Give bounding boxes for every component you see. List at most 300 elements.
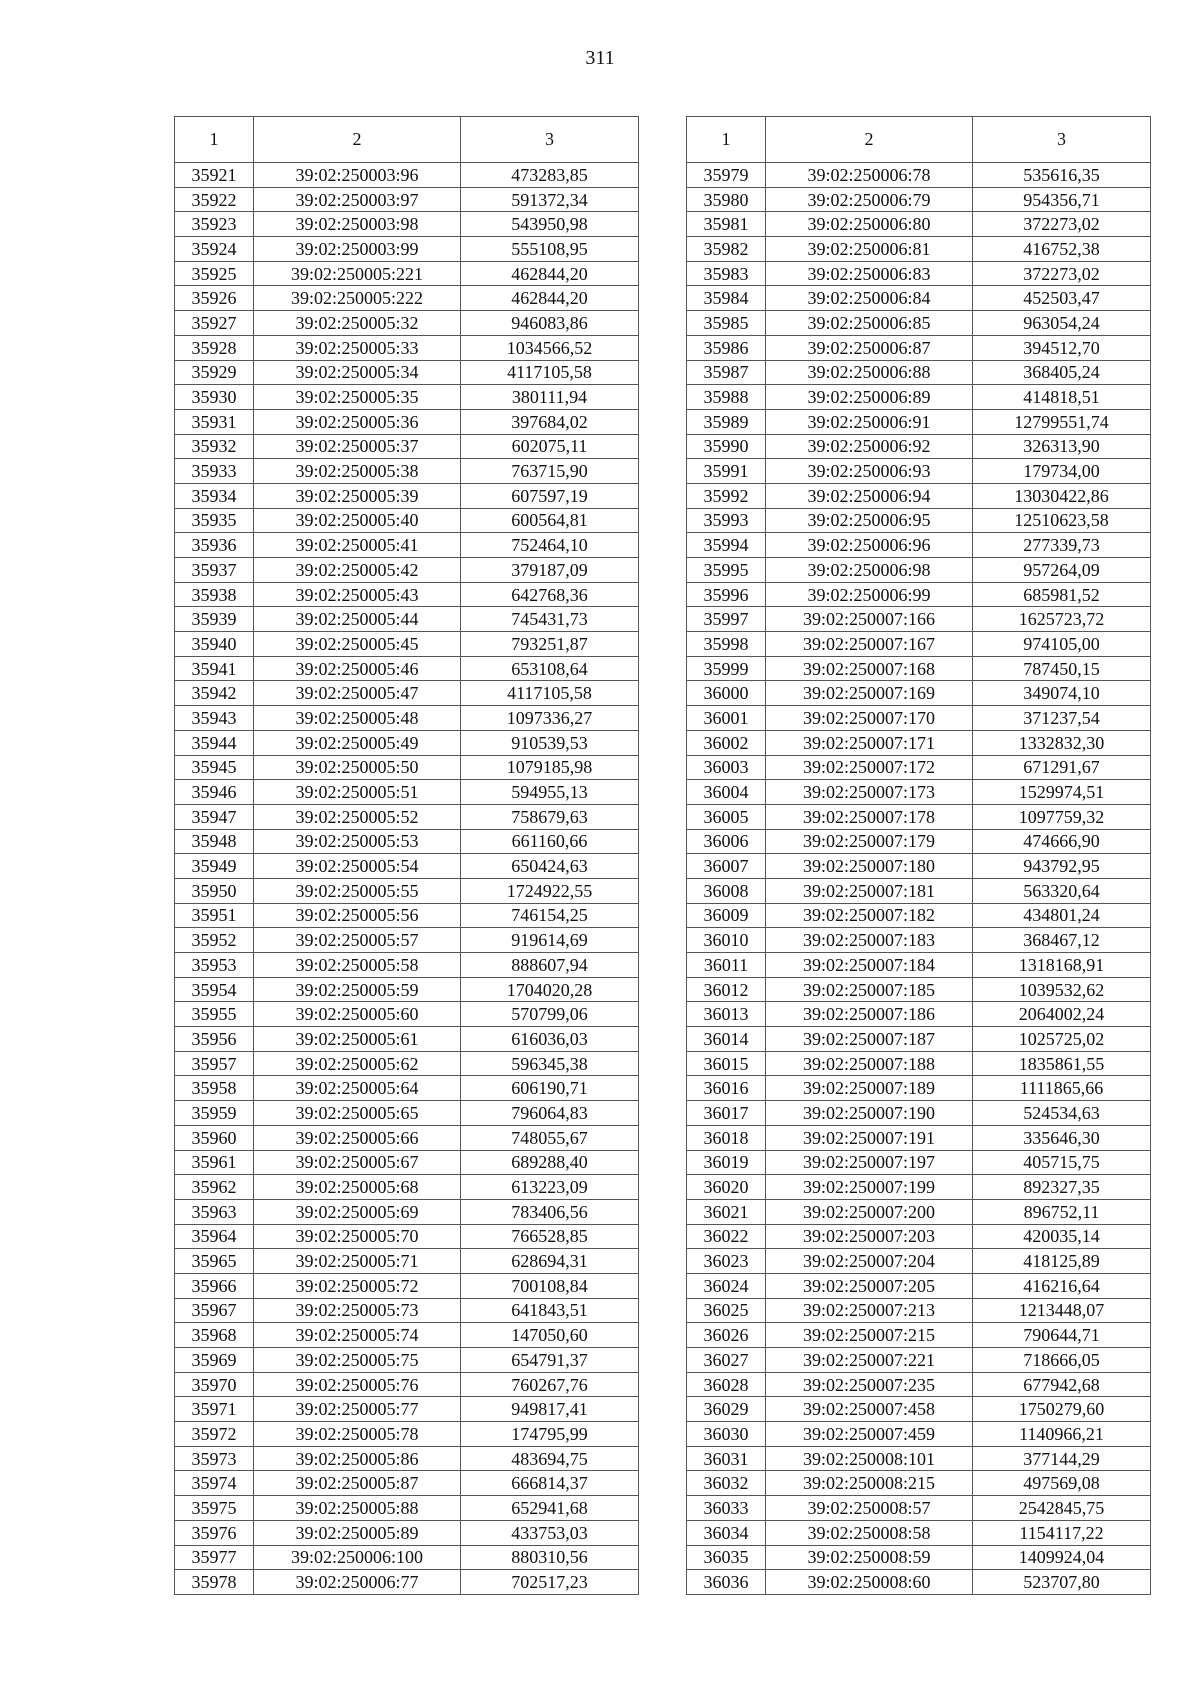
- table-row: [175, 1372, 639, 1397]
- row-number-cell: 35934: [175, 483, 254, 508]
- cadastral-number-cell: 39:02:250005:86: [254, 1446, 461, 1471]
- table-row: [175, 829, 639, 854]
- table-row: [687, 780, 1151, 805]
- value-cell: 13030422,86: [973, 483, 1151, 508]
- register-table-right: [686, 116, 1151, 1595]
- value-cell: 896752,11: [973, 1199, 1151, 1224]
- value-cell: 372273,02: [973, 212, 1151, 237]
- cadastral-number-cell: 39:02:250006:84: [766, 286, 973, 311]
- column-header: 2: [254, 117, 461, 163]
- row-number-cell: 36024: [687, 1273, 766, 1298]
- row-number-cell: 36008: [687, 878, 766, 903]
- table-row: [687, 335, 1151, 360]
- row-number-cell: 35928: [175, 335, 254, 360]
- row-number-cell: 36010: [687, 928, 766, 953]
- table-row: [687, 854, 1151, 879]
- table-row: [687, 1446, 1151, 1471]
- row-number-cell: 35947: [175, 804, 254, 829]
- value-cell: 335646,30: [973, 1125, 1151, 1150]
- row-number-cell: 35944: [175, 730, 254, 755]
- row-number-cell: 36013: [687, 1002, 766, 1027]
- cadastral-number-cell: 39:02:250005:51: [254, 780, 461, 805]
- cadastral-number-cell: 39:02:250008:59: [766, 1545, 973, 1570]
- row-number-cell: 36031: [687, 1446, 766, 1471]
- cadastral-number-cell: 39:02:250003:98: [254, 212, 461, 237]
- cadastral-number-cell: 39:02:250007:197: [766, 1150, 973, 1175]
- row-number-cell: 35942: [175, 681, 254, 706]
- value-cell: 760267,76: [461, 1372, 639, 1397]
- table-row: [175, 483, 639, 508]
- row-number-cell: 36035: [687, 1545, 766, 1570]
- value-cell: 1704020,28: [461, 977, 639, 1002]
- row-number-cell: 36034: [687, 1520, 766, 1545]
- value-cell: 1097759,32: [973, 804, 1151, 829]
- value-cell: 394512,70: [973, 335, 1151, 360]
- row-number-cell: 36011: [687, 953, 766, 978]
- table-row: [175, 409, 639, 434]
- table-row: [687, 878, 1151, 903]
- table-row: [175, 1496, 639, 1521]
- cadastral-number-cell: 39:02:250005:62: [254, 1051, 461, 1076]
- cadastral-number-cell: 39:02:250005:61: [254, 1027, 461, 1052]
- row-number-cell: 35927: [175, 311, 254, 336]
- cadastral-number-cell: 39:02:250006:79: [766, 187, 973, 212]
- cadastral-number-cell: 39:02:250006:88: [766, 360, 973, 385]
- row-number-cell: 35975: [175, 1496, 254, 1521]
- row-number-cell: 35971: [175, 1397, 254, 1422]
- row-number-cell: 35965: [175, 1249, 254, 1274]
- table-row: [687, 409, 1151, 434]
- cadastral-number-cell: 39:02:250006:81: [766, 237, 973, 262]
- value-cell: 380111,94: [461, 385, 639, 410]
- row-number-cell: 35940: [175, 632, 254, 657]
- row-number-cell: 35932: [175, 434, 254, 459]
- table-row: [687, 1471, 1151, 1496]
- value-cell: 702517,23: [461, 1570, 639, 1595]
- table-row: [687, 1027, 1151, 1052]
- column-header: 1: [687, 117, 766, 163]
- table-row: [687, 632, 1151, 657]
- value-cell: 949817,41: [461, 1397, 639, 1422]
- table-row: [175, 1570, 639, 1595]
- row-number-cell: 36009: [687, 903, 766, 928]
- value-cell: 718666,05: [973, 1348, 1151, 1373]
- row-number-cell: 35996: [687, 582, 766, 607]
- value-cell: 1332832,30: [973, 730, 1151, 755]
- table-row: [687, 706, 1151, 731]
- cadastral-number-cell: 39:02:250005:71: [254, 1249, 461, 1274]
- cadastral-number-cell: 39:02:250005:37: [254, 434, 461, 459]
- row-number-cell: 35946: [175, 780, 254, 805]
- value-cell: 179734,00: [973, 459, 1151, 484]
- table-row: [175, 311, 639, 336]
- row-number-cell: 35963: [175, 1199, 254, 1224]
- table-row: [175, 1520, 639, 1545]
- cadastral-number-cell: 39:02:250006:87: [766, 335, 973, 360]
- row-number-cell: 36026: [687, 1323, 766, 1348]
- value-cell: 147050,60: [461, 1323, 639, 1348]
- value-cell: 326313,90: [973, 434, 1151, 459]
- table-row: [175, 434, 639, 459]
- cadastral-number-cell: 39:02:250005:35: [254, 385, 461, 410]
- row-number-cell: 35935: [175, 508, 254, 533]
- cadastral-number-cell: 39:02:250006:85: [766, 311, 973, 336]
- value-cell: 1025725,02: [973, 1027, 1151, 1052]
- table-row: [175, 854, 639, 879]
- table-row: [687, 1496, 1151, 1521]
- value-cell: 1039532,62: [973, 977, 1151, 1002]
- table-row: [687, 311, 1151, 336]
- cadastral-number-cell: 39:02:250007:458: [766, 1397, 973, 1422]
- value-cell: 793251,87: [461, 632, 639, 657]
- value-cell: 1529974,51: [973, 780, 1151, 805]
- cadastral-number-cell: 39:02:250005:44: [254, 607, 461, 632]
- value-cell: 4117105,58: [461, 360, 639, 385]
- row-number-cell: 36027: [687, 1348, 766, 1373]
- value-cell: 1409924,04: [973, 1545, 1151, 1570]
- row-number-cell: 35945: [175, 755, 254, 780]
- cadastral-number-cell: 39:02:250007:166: [766, 607, 973, 632]
- value-cell: 613223,09: [461, 1175, 639, 1200]
- row-number-cell: 35960: [175, 1125, 254, 1150]
- table-row: [687, 163, 1151, 188]
- value-cell: 418125,89: [973, 1249, 1151, 1274]
- value-cell: 12799551,74: [973, 409, 1151, 434]
- value-cell: 766528,85: [461, 1224, 639, 1249]
- row-number-cell: 35985: [687, 311, 766, 336]
- value-cell: 600564,81: [461, 508, 639, 533]
- row-number-cell: 35987: [687, 360, 766, 385]
- table-row: [687, 237, 1151, 262]
- row-number-cell: 36012: [687, 977, 766, 1002]
- column-header: 3: [973, 117, 1151, 163]
- row-number-cell: 36001: [687, 706, 766, 731]
- value-cell: 661160,66: [461, 829, 639, 854]
- table-row: [687, 730, 1151, 755]
- value-cell: 433753,03: [461, 1520, 639, 1545]
- cadastral-number-cell: 39:02:250005:34: [254, 360, 461, 385]
- cadastral-number-cell: 39:02:250005:87: [254, 1471, 461, 1496]
- table-row: [175, 953, 639, 978]
- row-number-cell: 35973: [175, 1446, 254, 1471]
- row-number-cell: 35922: [175, 187, 254, 212]
- table-row: [175, 1422, 639, 1447]
- row-number-cell: 35921: [175, 163, 254, 188]
- cadastral-number-cell: 39:02:250005:41: [254, 533, 461, 558]
- table-row: [175, 730, 639, 755]
- value-cell: 880310,56: [461, 1545, 639, 1570]
- cadastral-number-cell: 39:02:250005:55: [254, 878, 461, 903]
- value-cell: 2064002,24: [973, 1002, 1151, 1027]
- table-row: [175, 459, 639, 484]
- cadastral-number-cell: 39:02:250007:185: [766, 977, 973, 1002]
- row-number-cell: 35984: [687, 286, 766, 311]
- value-cell: 1318168,91: [973, 953, 1151, 978]
- cadastral-number-cell: 39:02:250005:58: [254, 953, 461, 978]
- table-row: [175, 1397, 639, 1422]
- row-number-cell: 36004: [687, 780, 766, 805]
- cadastral-number-cell: 39:02:250008:60: [766, 1570, 973, 1595]
- row-number-cell: 35990: [687, 434, 766, 459]
- table-row: [687, 1051, 1151, 1076]
- cadastral-number-cell: 39:02:250007:213: [766, 1298, 973, 1323]
- table-row: [687, 582, 1151, 607]
- row-number-cell: 35972: [175, 1422, 254, 1447]
- cadastral-number-cell: 39:02:250008:215: [766, 1471, 973, 1496]
- row-number-cell: 35930: [175, 385, 254, 410]
- cadastral-number-cell: 39:02:250005:67: [254, 1150, 461, 1175]
- table-row: [175, 286, 639, 311]
- table-row: [687, 1273, 1151, 1298]
- value-cell: 4117105,58: [461, 681, 639, 706]
- cadastral-number-cell: 39:02:250007:215: [766, 1323, 973, 1348]
- cadastral-number-cell: 39:02:250005:32: [254, 311, 461, 336]
- cadastral-number-cell: 39:02:250007:168: [766, 656, 973, 681]
- row-number-cell: 35998: [687, 632, 766, 657]
- value-cell: 1079185,98: [461, 755, 639, 780]
- cadastral-number-cell: 39:02:250007:459: [766, 1422, 973, 1447]
- value-cell: 372273,02: [973, 261, 1151, 286]
- value-cell: 379187,09: [461, 558, 639, 583]
- row-number-cell: 35981: [687, 212, 766, 237]
- row-number-cell: 35926: [175, 286, 254, 311]
- value-cell: 641843,51: [461, 1298, 639, 1323]
- value-cell: 957264,09: [973, 558, 1151, 583]
- table-row: [175, 1545, 639, 1570]
- cadastral-number-cell: 39:02:250007:200: [766, 1199, 973, 1224]
- cadastral-number-cell: 39:02:250005:50: [254, 755, 461, 780]
- cadastral-number-cell: 39:02:250005:78: [254, 1422, 461, 1447]
- value-cell: 535616,35: [973, 163, 1151, 188]
- table-row: [687, 1076, 1151, 1101]
- row-number-cell: 35955: [175, 1002, 254, 1027]
- row-number-cell: 36018: [687, 1125, 766, 1150]
- value-cell: 685981,52: [973, 582, 1151, 607]
- value-cell: 524534,63: [973, 1101, 1151, 1126]
- value-cell: 523707,80: [973, 1570, 1151, 1595]
- table-row: [687, 1348, 1151, 1373]
- row-number-cell: 35958: [175, 1076, 254, 1101]
- cadastral-number-cell: 39:02:250007:167: [766, 632, 973, 657]
- table-header: [687, 117, 1151, 163]
- table-row: [687, 558, 1151, 583]
- table-row: [175, 878, 639, 903]
- value-cell: 963054,24: [973, 311, 1151, 336]
- value-cell: 349074,10: [973, 681, 1151, 706]
- table-row: [687, 1298, 1151, 1323]
- cadastral-number-cell: 39:02:250005:59: [254, 977, 461, 1002]
- page-number: 311: [585, 47, 615, 69]
- value-cell: 642768,36: [461, 582, 639, 607]
- table-row: [175, 755, 639, 780]
- value-cell: 919614,69: [461, 928, 639, 953]
- cadastral-number-cell: 39:02:250007:187: [766, 1027, 973, 1052]
- cadastral-number-cell: 39:02:250005:72: [254, 1273, 461, 1298]
- table-row: [687, 385, 1151, 410]
- row-number-cell: 36015: [687, 1051, 766, 1076]
- table-row: [687, 804, 1151, 829]
- cadastral-number-cell: 39:02:250007:172: [766, 755, 973, 780]
- row-number-cell: 35977: [175, 1545, 254, 1570]
- row-number-cell: 35938: [175, 582, 254, 607]
- cadastral-number-cell: 39:02:250007:205: [766, 1273, 973, 1298]
- row-number-cell: 36028: [687, 1372, 766, 1397]
- row-number-cell: 35994: [687, 533, 766, 558]
- cadastral-number-cell: 39:02:250005:76: [254, 1372, 461, 1397]
- value-cell: 602075,11: [461, 434, 639, 459]
- table-row: [687, 1002, 1151, 1027]
- cadastral-number-cell: 39:02:250006:98: [766, 558, 973, 583]
- table-row: [175, 977, 639, 1002]
- cadastral-number-cell: 39:02:250005:47: [254, 681, 461, 706]
- value-cell: 414818,51: [973, 385, 1151, 410]
- cadastral-number-cell: 39:02:250005:77: [254, 1397, 461, 1422]
- cadastral-number-cell: 39:02:250005:70: [254, 1224, 461, 1249]
- table-row: [687, 1545, 1151, 1570]
- column-header: 1: [175, 117, 254, 163]
- cadastral-number-cell: 39:02:250007:178: [766, 804, 973, 829]
- row-number-cell: 35969: [175, 1348, 254, 1373]
- cadastral-number-cell: 39:02:250005:74: [254, 1323, 461, 1348]
- row-number-cell: 35986: [687, 335, 766, 360]
- table-row: [175, 656, 639, 681]
- row-number-cell: 35936: [175, 533, 254, 558]
- value-cell: 596345,38: [461, 1051, 639, 1076]
- table-row: [687, 1372, 1151, 1397]
- table-row: [175, 1125, 639, 1150]
- cadastral-number-cell: 39:02:250007:188: [766, 1051, 973, 1076]
- value-cell: 606190,71: [461, 1076, 639, 1101]
- value-cell: 591372,34: [461, 187, 639, 212]
- table-row: [687, 953, 1151, 978]
- cadastral-number-cell: 39:02:250008:58: [766, 1520, 973, 1545]
- table-row: [175, 1027, 639, 1052]
- cadastral-number-cell: 39:02:250003:97: [254, 187, 461, 212]
- table-row: [687, 1323, 1151, 1348]
- value-cell: 416752,38: [973, 237, 1151, 262]
- cadastral-number-cell: 39:02:250007:184: [766, 953, 973, 978]
- row-number-cell: 35957: [175, 1051, 254, 1076]
- table-row: [175, 1348, 639, 1373]
- table-row: [687, 1224, 1151, 1249]
- cadastral-number-cell: 39:02:250005:36: [254, 409, 461, 434]
- cadastral-number-cell: 39:02:250005:73: [254, 1298, 461, 1323]
- table-row: [175, 1323, 639, 1348]
- cadastral-number-cell: 39:02:250006:77: [254, 1570, 461, 1595]
- value-cell: 1111865,66: [973, 1076, 1151, 1101]
- value-cell: 946083,86: [461, 311, 639, 336]
- value-cell: 371237,54: [973, 706, 1151, 731]
- table-body: [175, 163, 639, 1595]
- table-row: [175, 1076, 639, 1101]
- cadastral-number-cell: 39:02:250005:54: [254, 854, 461, 879]
- value-cell: 474666,90: [973, 829, 1151, 854]
- cadastral-number-cell: 39:02:250007:199: [766, 1175, 973, 1200]
- table-row: [175, 1101, 639, 1126]
- value-cell: 277339,73: [973, 533, 1151, 558]
- row-number-cell: 35953: [175, 953, 254, 978]
- table-row: [687, 483, 1151, 508]
- table-body: [687, 163, 1151, 1595]
- value-cell: 1140966,21: [973, 1422, 1151, 1447]
- cadastral-number-cell: 39:02:250007:189: [766, 1076, 973, 1101]
- row-number-cell: 36002: [687, 730, 766, 755]
- cadastral-number-cell: 39:02:250007:181: [766, 878, 973, 903]
- value-cell: 910539,53: [461, 730, 639, 755]
- row-number-cell: 35954: [175, 977, 254, 1002]
- value-cell: 796064,83: [461, 1101, 639, 1126]
- table-row: [175, 1298, 639, 1323]
- table-row: [175, 780, 639, 805]
- row-number-cell: 35979: [687, 163, 766, 188]
- value-cell: 452503,47: [973, 286, 1151, 311]
- row-number-cell: 35956: [175, 1027, 254, 1052]
- table-row: [175, 508, 639, 533]
- table-row: [175, 1150, 639, 1175]
- cadastral-number-cell: 39:02:250007:171: [766, 730, 973, 755]
- table-row: [687, 1150, 1151, 1175]
- cadastral-number-cell: 39:02:250005:222: [254, 286, 461, 311]
- row-number-cell: 35966: [175, 1273, 254, 1298]
- row-number-cell: 35951: [175, 903, 254, 928]
- row-number-cell: 35939: [175, 607, 254, 632]
- cadastral-number-cell: 39:02:250006:89: [766, 385, 973, 410]
- cadastral-number-cell: 39:02:250007:191: [766, 1125, 973, 1150]
- cadastral-number-cell: 39:02:250006:96: [766, 533, 973, 558]
- table-row: [175, 163, 639, 188]
- value-cell: 563320,64: [973, 878, 1151, 903]
- cadastral-number-cell: 39:02:250005:60: [254, 1002, 461, 1027]
- cadastral-number-cell: 39:02:250007:221: [766, 1348, 973, 1373]
- value-cell: 434801,24: [973, 903, 1151, 928]
- cadastral-number-cell: 39:02:250005:66: [254, 1125, 461, 1150]
- cadastral-number-cell: 39:02:250007:235: [766, 1372, 973, 1397]
- value-cell: 543950,98: [461, 212, 639, 237]
- cadastral-number-cell: 39:02:250007:173: [766, 780, 973, 805]
- row-number-cell: 35950: [175, 878, 254, 903]
- cadastral-number-cell: 39:02:250005:38: [254, 459, 461, 484]
- table-row: [687, 1397, 1151, 1422]
- cadastral-number-cell: 39:02:250005:45: [254, 632, 461, 657]
- row-number-cell: 36014: [687, 1027, 766, 1052]
- table-row: [175, 607, 639, 632]
- row-number-cell: 35993: [687, 508, 766, 533]
- table-row: [687, 681, 1151, 706]
- cadastral-number-cell: 39:02:250005:75: [254, 1348, 461, 1373]
- value-cell: 405715,75: [973, 1150, 1151, 1175]
- value-cell: 1034566,52: [461, 335, 639, 360]
- table-row: [175, 385, 639, 410]
- row-number-cell: 35967: [175, 1298, 254, 1323]
- table-row: [687, 1520, 1151, 1545]
- value-cell: 607597,19: [461, 483, 639, 508]
- value-cell: 650424,63: [461, 854, 639, 879]
- cadastral-number-cell: 39:02:250008:57: [766, 1496, 973, 1521]
- row-number-cell: 35992: [687, 483, 766, 508]
- value-cell: 368467,12: [973, 928, 1151, 953]
- cadastral-number-cell: 39:02:250005:53: [254, 829, 461, 854]
- table-row: [175, 1224, 639, 1249]
- row-number-cell: 35923: [175, 212, 254, 237]
- table-row: [687, 1422, 1151, 1447]
- value-cell: 943792,95: [973, 854, 1151, 879]
- table-row: [687, 1125, 1151, 1150]
- table-row: [687, 187, 1151, 212]
- cadastral-number-cell: 39:02:250005:43: [254, 582, 461, 607]
- row-number-cell: 35924: [175, 237, 254, 262]
- cadastral-number-cell: 39:02:250007:190: [766, 1101, 973, 1126]
- row-number-cell: 35974: [175, 1471, 254, 1496]
